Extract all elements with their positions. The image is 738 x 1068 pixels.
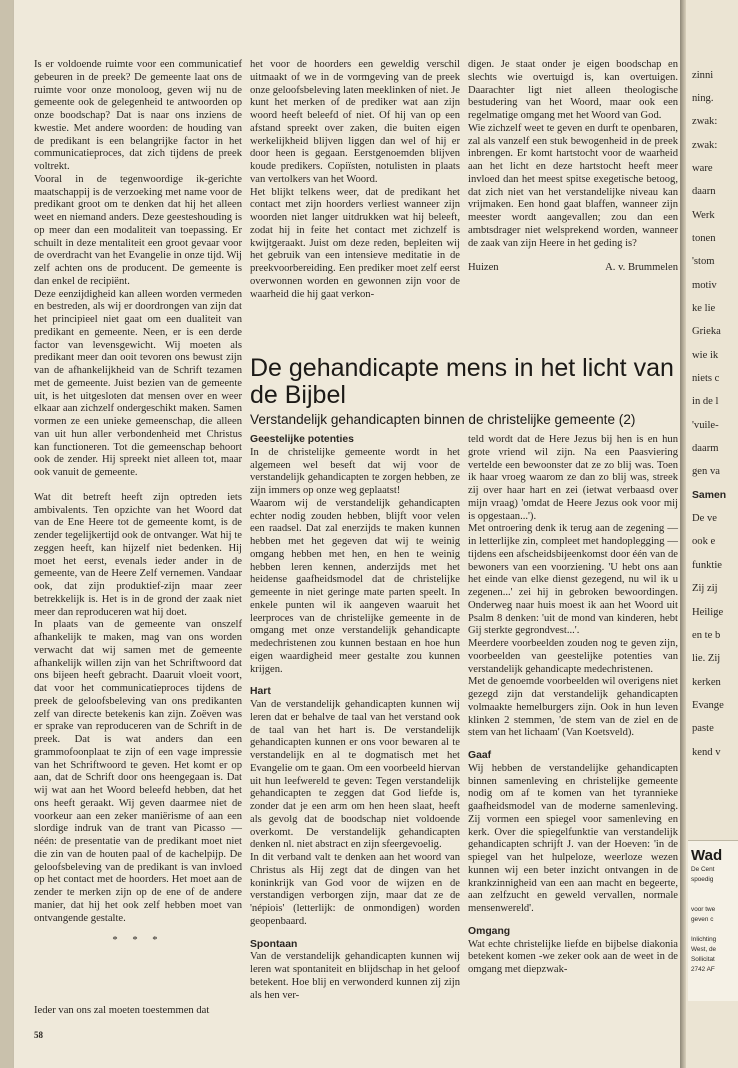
paragraph: Vooral in de tegenwoordige ik-gerichte maatschappij is de verzoeking met name voor de predikant groot om te denken dat hij het alleen weet en niemand anders. Deze geesteshouding is op meer dan een modaliteit van toepassing. Er schuilt in deze mentaliteit een groot gevaar voor de overdracht van het Evangelie in onze tijd. Wij zelf achten ons de producent. De gemeente is dan enkel de recipiënt. bbox=[34, 173, 242, 287]
text-line: en te b bbox=[692, 629, 721, 641]
paragraph: Is er voldoende ruimte voor een communicatief gebeuren in de preek? De gemeente laat ons de ruimte voor onze monoloog, geven wij nu de gemeente ook de gelegenheid te antwoorden op onze boodschap? Dat is naar ons inziens de kwestie. Met andere woorden: de houding van de predikant is een belangrijke factor in het communicatieproces, dat zich tijdens de preek voltrekt. bbox=[34, 59, 242, 172]
section-heading: Omgang bbox=[468, 925, 511, 937]
text-line: wie ik bbox=[692, 349, 719, 361]
text-line: 'stom bbox=[692, 256, 715, 268]
advertisement-line: 2742 AF bbox=[691, 966, 715, 973]
paragraph: Het blijkt telkens weer, dat de predikant het contact met zijn hoorders verliest wanneer zijn woorden niet langer uitdrukken wat hij beleeft, zodat hij in feite het contact met zichzelf is kwijtgeraakt. Juist om deze reden, bepleiten wij het gebruik van een intensieve meditatie in de preekvoorbereiding. Een prediker moet zelf eerst overwonnen worden en gewonnen zijn voor de waarheid die hij gaat verkon- bbox=[250, 186, 460, 300]
page-number: 58 bbox=[34, 1030, 43, 1040]
paragraph: Meerdere voorbeelden zouden nog te geven zijn, voorbeelden van geestelijke potenties van verstandelijk gehandicapte medechristenen. bbox=[468, 638, 678, 675]
paragraph: het voor de hoorders een geweldig verschil uitmaakt of we in de vormgeving van de preek onze geloofsbeleving laten meeklinken of niet. Je kunt het merken of de prediker wat aan zijn woord heeft beleefd of niet. Of hij van op een afstand spreekt over zaken, die buiten eigen werkelijkheid blijven liggen dan wel of hij er door heen is gegaan. Eerstgenoemden blijven koude predikers. Copiïsten, notulisten in plaats van vertolkers van het Woord. bbox=[250, 59, 460, 185]
section-separator: * * * bbox=[112, 935, 164, 947]
article-subtitle: Verstandelijk gehandicapten binnen de christelijke gemeente (2) bbox=[250, 412, 636, 427]
text-line: in de l bbox=[692, 396, 719, 408]
column-1-closing-line: Ieder van ons zal moeten toestemmen dat bbox=[34, 1005, 210, 1016]
right-page-fragment bbox=[686, 0, 738, 1068]
text-line: motiv bbox=[692, 279, 717, 291]
advertisement-line: De Cent bbox=[691, 866, 715, 873]
signature-place: Huizen bbox=[468, 262, 499, 274]
text-line: ning. bbox=[692, 92, 714, 104]
text-line: ook e bbox=[692, 536, 716, 548]
text-line: kend v bbox=[692, 746, 721, 758]
paragraph: In dit verband valt te denken aan het woord van Christus als Hij zegt dat de dingen van het koninkrijk van God voor de wijzen en de verstandigen verborgen zijn, maar dat ze de 'népiois' (letterlijk: de onmondigen) worden geopenbaard. bbox=[250, 852, 460, 927]
text-line: kerken bbox=[692, 676, 721, 688]
text-line: Zij zij bbox=[692, 583, 718, 595]
text-line: 'vuile- bbox=[692, 419, 719, 431]
advertisement-line bbox=[691, 896, 738, 904]
advertisement-line: Sollicitat bbox=[691, 956, 715, 963]
paragraph: Met de genoemde voorbeelden wil overigens niet gezegd zijn dat verstandelijk gehandicapten volmaakte hemelburgers zijn. Ook in hun leven klinken 2 stemmen, 'de stem van de ziel en de stem van het lichaam' (Van Koetsveld). bbox=[468, 676, 678, 739]
paragraph: Van de verstandelijk gehandicapten kunnen wij leren dat er behalve de taal van het verstand ook de taal van het hart is. De verstandelijk gehandicapten kunnen er ons voor bewaren al te verstandelijk en al te dogmatisch met het Evangelie om te gaan. Om een voorbeeld hiervan uit hun leefwereld te geven: Tegen verstandelijk gehandicapten te zeggen dat God liefde is, zonder dat je een arm om hen heen slaat, heeft als gevolg dat de boodschap niet voldoende overkomt. De verstandelijk gehandicapten denken nl. niet abstract en zijn sfeergevoelig. bbox=[250, 699, 460, 851]
column-3-article bbox=[468, 434, 678, 977]
text-line: ke lie bbox=[692, 303, 716, 315]
column-2-article bbox=[250, 434, 460, 1002]
paragraph: Wij hebben de verstandelijke gehandicapten binnen samenleving en christelijke gemeente nodig om af te komen van het tyrannieke gaafheidsmodel van de moderne samenleving. Zij vormen een spiegel voor samenleving en kerk. Over die spiegelfunktie van verstandelijk gehandicapten schrijft J. van der Hoeven: 'in de spiegel van het hulpeloze, weerloze wezen kunnen wij een beter inzicht ontvangen in de krankzinnigheid van een aan macht en begeerte, aan zelfzucht en geweld vervallen, normale mensenwereld'. bbox=[468, 762, 678, 914]
article-title: De gehandicapte mens in het licht van de Bijbel bbox=[250, 354, 674, 409]
paragraph: Van de verstandelijk gehandicapten kunnen wij leren wat spontaniteit en blijdschap in het geloof betekent. Hoe blij en verwonderd kunnen zij zijn als hen ver- bbox=[250, 951, 460, 1001]
advertisement-line: spoedig bbox=[691, 876, 714, 883]
advertisement-line: West, de bbox=[691, 946, 717, 953]
column-1 bbox=[34, 59, 242, 962]
paragraph: Deze eenzijdigheid kan alleen worden vermeden en bestreden, als wij er doordrongen van zijn dat het principieel niet gaat om een dualiteit van predikant en gemeente. Neen, er is een derde factor van levensgewicht. Wij moeten als predikant meer dan ooit tevoren ons bewust zijn van de afhankelijkheid van de Schrift tezamen met de gemeente. Juist bezien van de gemeente uit, is het uitgesloten dat mensen over en weer elkaar aan zichzelf ondergeschikt maken. Samen vormen ze een unieke gemeenschap, die alleen van uit hun aller verbondenheid met Christus kan functioneren. Tot die gemeenschap behoort ook de zender. Hij spreekt niet alleen tot, maar ook vanuit de gemeente. bbox=[34, 288, 242, 478]
advertisement-box bbox=[688, 840, 738, 1001]
text-line: Heilige bbox=[692, 606, 724, 618]
text-line: gen va bbox=[692, 466, 720, 478]
text-line: zinni bbox=[692, 69, 714, 81]
text-line: Werk bbox=[692, 209, 715, 221]
text-line: Grieka bbox=[692, 326, 721, 338]
section-heading: Gaaf bbox=[468, 750, 492, 761]
advertisement-line bbox=[691, 886, 738, 894]
text-line: zwak: bbox=[692, 116, 718, 128]
text-line: paste bbox=[692, 723, 714, 735]
text-line: ware bbox=[692, 162, 713, 174]
advertisement-line: Inlichting bbox=[691, 936, 717, 943]
column-3-top bbox=[468, 59, 678, 275]
paragraph: Met ontroering denk ik terug aan de zegening — in letterlijke zin, compleet met handoplegging — tijdens een afscheidsbijeenkomst door één van de bewoners van een voorziening. 'U hebt ons aan het einde van elke dienst gezegend, nu wil ik u zegenen...' zei hij in gebroken bewoordingen. Onderweg naar huis moest ik aan het Woord uit Psalm 8 denken: 'uit de mond van kinderen, hebt Gij sterkte gegrondvest...'. bbox=[468, 523, 678, 637]
section-heading: Hart bbox=[250, 686, 271, 698]
text-line: daarn bbox=[692, 186, 716, 198]
left-page bbox=[14, 0, 680, 1068]
paragraph: In de christelijke gemeente wordt in het algemeen wel beseft dat wij voor de verstandelijk gehandicapten te zorgen hebben, ze zijn immers op onze weg geplaatst! bbox=[250, 446, 460, 496]
paragraph: Wie zichzelf weet te geven en durft te openbaren, zal als vanzelf een stuk bewogenheid in de preek inbrengen. Er komt hartstocht voor de waarheid aan het licht en deze hartstocht heeft meer invloed dan het meest spitse exegetische betoog, dat zich niet van het verstandelijke niveau kan vrijmaken. Een hond gaat blaffen, wanneer zijn meester wordt aangevallen; zou dan een ambtsdrager niet welsprekend worden, wanneer de zaak van zijn Heere in het geding is? bbox=[468, 122, 678, 249]
advertisement-line: geven c bbox=[691, 916, 714, 923]
paragraph: teld wordt dat de Here Jezus bij hen is en hun grote vriend wil zijn. Na een Paasviering vertelde een bewoonster dat ze zo blij was. Toen ik haar vroeg waarom ze dan zo blij was, streek zij over haar hart en zei (ietwat verbaasd over mijn vraag) 'omdat de Heere Jezus ook voor mij is opgestaan...'). bbox=[468, 434, 678, 522]
paragraph: Wat echte christelijke liefde en bijbelse diakonia betekent komen -we zeker ook aan de weet in de omgang met diepzwak- bbox=[468, 938, 678, 975]
text-line: niets c bbox=[692, 373, 720, 385]
text-line: lie. Zij bbox=[692, 653, 721, 665]
text-line: tonen bbox=[692, 233, 716, 244]
text-line: daarm bbox=[692, 443, 719, 455]
paragraph: digen. Je staat onder je eigen boodschap en slechts wie overtuigd is, kan overtuigen. Daarachter ligt niet alleen theologische bestudering van het Woord, maar ook een regelmatige omgang met het Woord van God. bbox=[468, 59, 678, 121]
column-2-top bbox=[250, 59, 460, 301]
text-line: zwak: bbox=[692, 139, 718, 151]
text-line: Evange bbox=[692, 699, 724, 711]
signature bbox=[468, 262, 678, 275]
right-page-text bbox=[692, 59, 738, 770]
paragraph: Waarom wij de verstandelijk gehandicapten echter nodig zouden hebben, blijft voor velen een raadsel. Dat zal enerzijds te maken kunnen hebben met het gegeven dat wij te weinig omgang hebben met hen, en hen te weinig hebben leren kennen, anderzijds met het heidense gaafheidsmodel dat de christelijke gemeente in niet geringe mate parten speelt. In enkele punten wil ik aangeven waaruit het leerproces van de christelijke gemeente in de omgang met onze verstandelijk gehandicapte medechristenen zou kunnen bestaan en hoe hun eigen waardigheid meer gestalte zou kunnen krijgen. bbox=[250, 497, 460, 675]
paragraph: Wat dit betreft heeft zijn optreden iets ambivalents. Ten opzichte van het Woord dat van de Ene Heere tot de gemeente komt, is de zender tegelijkertijd ook de ontvanger. Wat hij te zeggen heeft, kan hijzelf niet bedenken. Hij moet het eerst, evenals ieder ander in de gemeente, van de Heere Zelf vernemen. Vandaar ook, dat zijn produktief-zijn maar zeer betrekkelijk is. Het is in de grond der zaak niet meer dan reproduceren wat hij doet. bbox=[34, 491, 242, 618]
advertisement-line bbox=[691, 926, 738, 934]
section-heading: Samen bbox=[692, 489, 727, 501]
advertisement-line: voor twe bbox=[691, 906, 716, 913]
section-heading: Geestelijke potenties bbox=[250, 434, 354, 445]
text-line: De ve bbox=[692, 513, 717, 525]
paragraph: In plaats van de gemeente van onszelf afhankelijk te maken, mag van ons worden verwacht dat wij samen met de gemeente afhankelijk willen zijn van het Schriftwoord dat ons bijeen heeft gebracht. Daaruit vloeit voort, dat voor het communicatieproces tijdens de preek de geloofsbeleving van ons predikanten zelf van directe betekenis kan zijn. Zoëven was er sprake van reproduceren van de Schrift in de preek. Dat is wat anders dan een grammofoonplaat te zijn of een vage impressie van het Schriftwoord te geven. Het komt er op aan, dat de Schrift door ons heengegaan is. Dat wij wat aan het Woord beleefd hebben, dat het ons heeft geraakt. Wij geven daarmee niet de voorkeur aan een zeker maniërisme of aan een slordige indruk van de trant van Picasso — néén: de presentatie van de predikant moet niet die zin van de houten paal of de kachelpijp. De geloofsbeleving van de predikant is van invloed op het contact met de hoorders. Het moet aan de zender te merken zijn op de ene of de andere manier, dat hij het ook zelf hebben moet van ontvangende gestalte. bbox=[34, 619, 242, 924]
section-heading: Spontaan bbox=[250, 938, 298, 950]
advertisement-title: Wad bbox=[691, 847, 723, 864]
signature-author: A. v. Brummelen bbox=[605, 262, 678, 274]
text-line: funktie bbox=[692, 559, 723, 571]
